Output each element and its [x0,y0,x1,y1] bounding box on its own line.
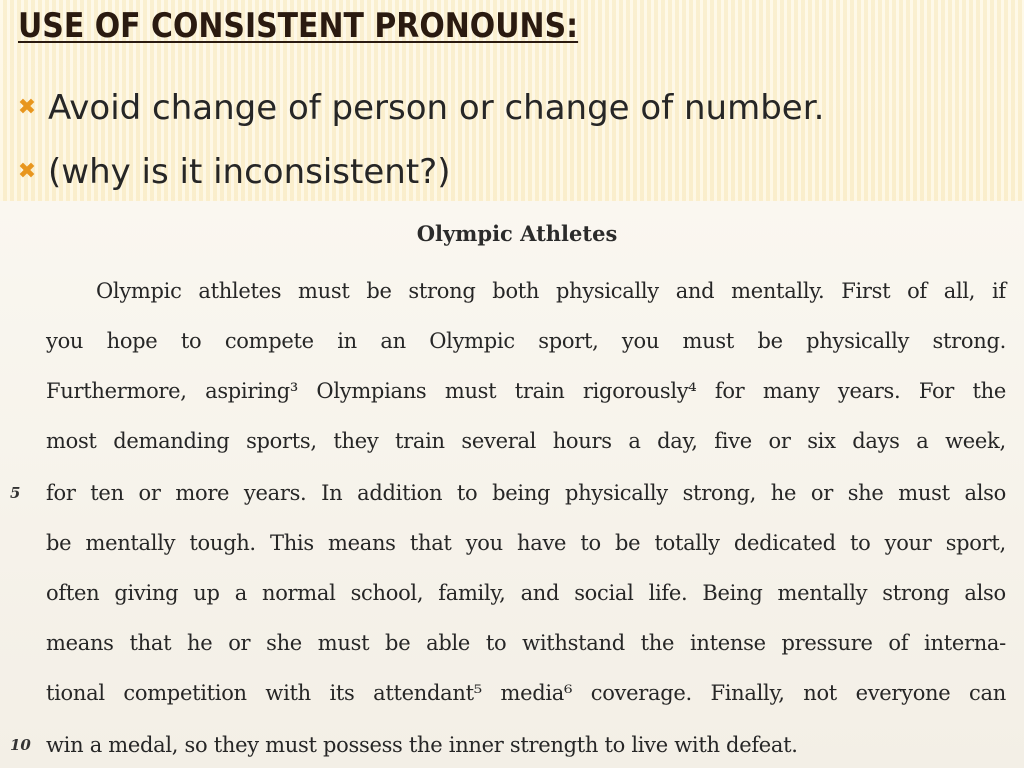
line-number: 10 [10,736,31,754]
passage-line: tional competition with its attendant⁵ media⁶ coverage. Finally, not everyone can [46,681,1006,705]
bullet-list [14,76,824,204]
passage-line: most demanding sports, they train several hours a day, five or six days a week, [46,429,1006,453]
passage-line: often giving up a normal school, family, and social life. Being mentally strong also [46,581,1006,605]
passage-line: win a medal, so they must possess the inner strength to live with defeat. [46,733,798,757]
x-mark-icon: ✖ [17,95,37,120]
passage-line: be mentally tough. This means that you have to be totally dedicated to your sport, [46,531,1006,555]
passage-line: you hope to compete in an Olympic sport, you must be physically strong. [46,329,1006,353]
scanned-passage-image [0,201,1024,768]
passage-line: for ten or more years. In addition to being physically strong, he or she must also [46,481,1006,505]
passage-line: Furthermore, aspiring³ Olympians must train rigorously⁴ for many years. For the [46,379,1006,403]
bullet-item [14,140,824,204]
bullet-text: (why is it inconsistent?) [48,152,451,192]
passage-title: Olympic Athletes [416,221,618,246]
slide-title: USE OF CONSISTENT PRONOUNS: [18,6,579,46]
passage-line: means that he or she must be able to withstand the intense pressure of interna- [46,631,1006,655]
bullet-text: Avoid change of person or change of number. [48,88,825,128]
bullet-item [14,76,824,140]
line-number: 5 [10,484,21,502]
passage-line: Olympic athletes must be strong both physically and mentally. First of all, if [96,279,1006,303]
x-mark-icon: ✖ [17,159,37,184]
